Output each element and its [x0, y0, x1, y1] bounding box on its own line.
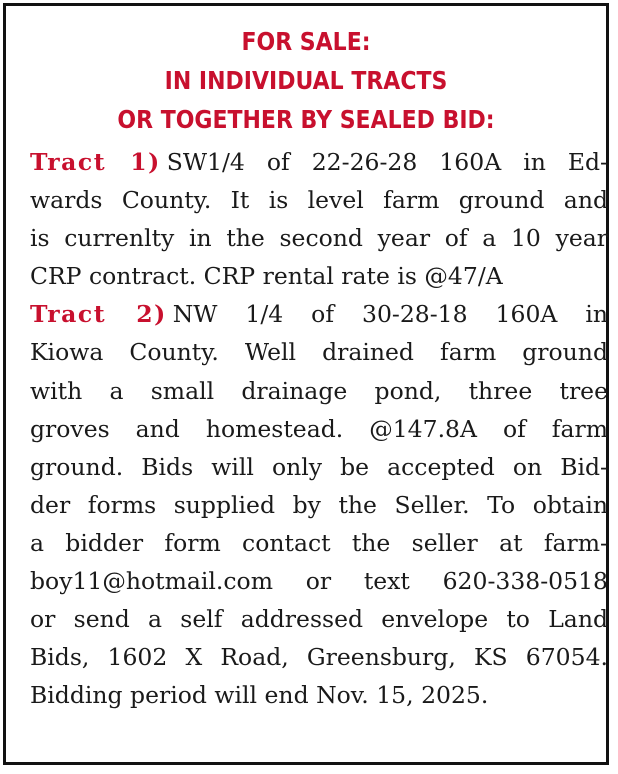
- headline-line-2: IN INDIVIDUAL TRACTS: [164, 66, 448, 95]
- tract-1-line: wards County. It is level farm ground and: [30, 186, 608, 215]
- ad-body: [30, 143, 608, 714]
- tract-2-address-line: Bids, 1602 X Road, Greensburg, KS 67054.: [30, 643, 608, 672]
- tract-2-line: Kiowa County. Well drained farm ground: [30, 338, 608, 367]
- tract-2-line: ground. Bids will only be accepted on Bid-: [30, 452, 608, 481]
- tract-2-line: or send a self addressed envelope to Land: [30, 605, 608, 634]
- headline-line-3: OR TOGETHER BY SEALED BID:: [117, 105, 495, 134]
- tract-1-line: [30, 143, 608, 181]
- tract-1-line: is currenlty in the second year of a 10 year: [30, 224, 608, 253]
- tract-2-text: NW 1/4 of 30-28-18 160A in: [172, 300, 608, 329]
- tract-2-line: with a small drainage pond, three tree: [30, 376, 608, 405]
- tract-1-line: CRP contract. CRP rental rate is @47/A: [30, 262, 503, 291]
- tract-2-line: [30, 295, 608, 333]
- tract-1-label: Tract 1): [30, 148, 161, 176]
- classified-ad: [3, 3, 609, 765]
- tract-2-line: groves and homestead. @147.8A of farm: [30, 414, 608, 443]
- tract-2-line: a bidder form contact the seller at farm-: [30, 528, 608, 557]
- bidding-deadline-line: Bidding period will end Nov. 15, 2025.: [30, 681, 489, 710]
- tract-2-email-line: boy11@hotmail.com or text 620-338-0518: [30, 567, 608, 596]
- tract-2-line: der forms supplied by the Seller. To obtain: [30, 490, 608, 519]
- tract-1-text: SW1/4 of 22-26-28 160A in Ed-: [166, 148, 608, 176]
- headline-line-1: FOR SALE:: [241, 27, 371, 56]
- tract-2-label: Tract 2): [30, 300, 167, 329]
